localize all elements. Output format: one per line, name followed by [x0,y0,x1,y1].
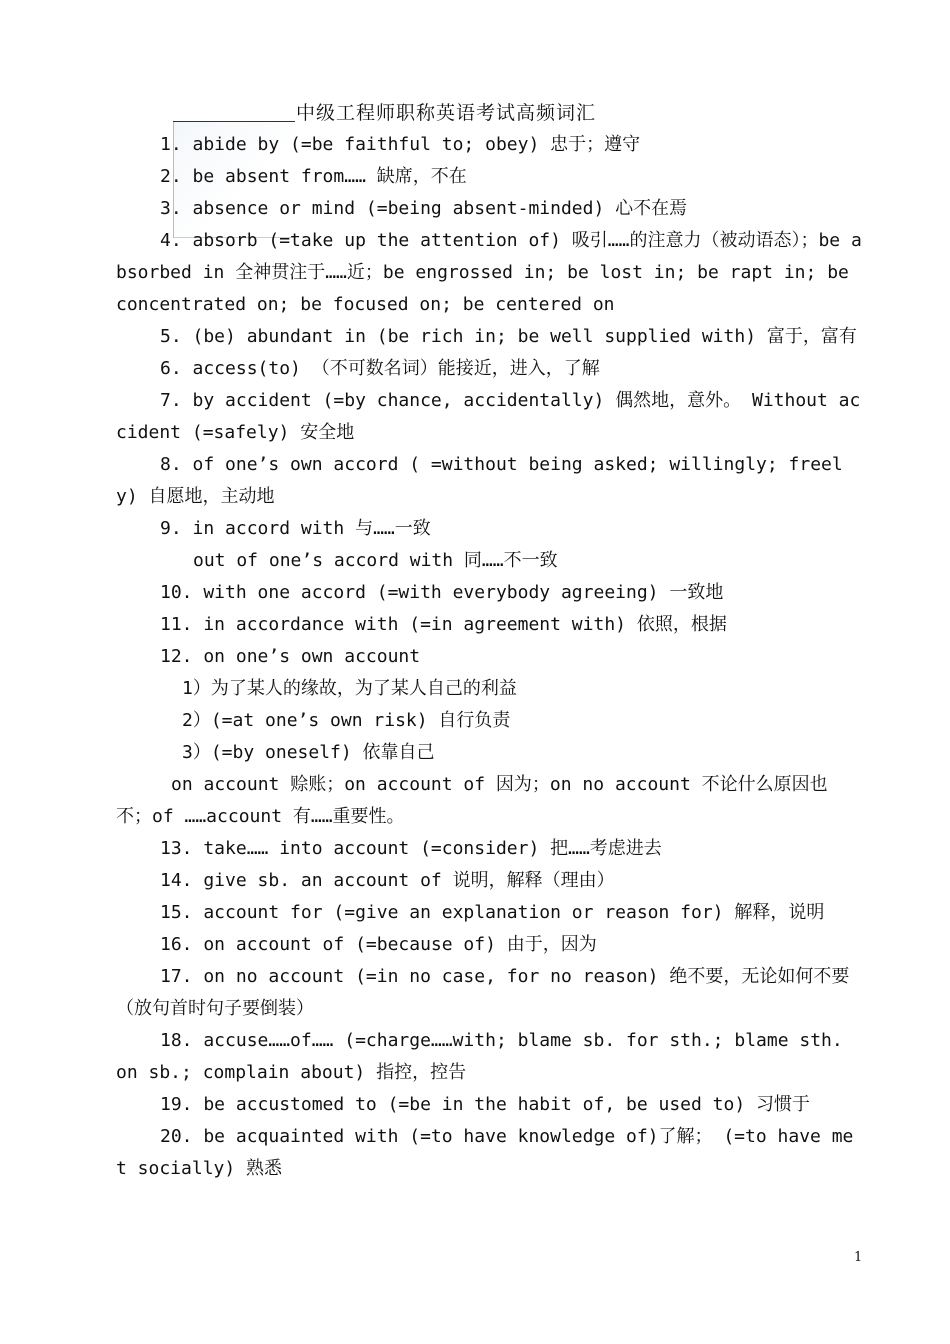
entry-2: 2. be absent from…… 缺席，不在 [160,166,467,187]
entry-18: 18. accuse……of…… (=charge……with; blame sb. for sth.; blame sth. on sb.; complain about) 指控，控告 [116,1030,843,1083]
entry-12-sub-2: 2）(=at one’s own risk) 自行负责 [182,710,511,731]
entry-20: 20. be acquainted with (=to have knowledge of)了解； (=to have met socially) 熟悉 [116,1126,854,1179]
entry-15: 15. account for (=give an explanation or reason for) 解释，说明 [160,902,825,923]
page-number: 1 [854,1250,863,1265]
entry-12: 12. on one’s own account [160,646,421,667]
entry-19: 19. be accustomed to (=be in the habit of, be used to) 习惯于 [160,1094,811,1115]
vocabulary-list [116,129,862,1185]
entry-11: 11. in accordance with (=in agreement with) 依照，根据 [160,614,727,635]
entry-7: 7. by accident (=by chance, accidentally) 偶然地，意外。 Without accident (=safely) 安全地 [116,390,861,443]
entry-10: 10. with one accord (=with everybody agreeing) 一致地 [160,582,724,603]
entry-1: 1. abide by (=be faithful to; obey) 忠于；遵守 [160,134,641,155]
entry-6: 6. access(to) （不可数名词）能接近，进入，了解 [160,358,600,379]
entry-12-sub-1: 1）为了某人的缘故，为了某人自己的利益 [182,678,517,699]
entry-8: 8. of one’s own accord ( =without being asked; willingly; freely) 自愿地，主动地 [116,454,843,507]
entry-12-sub-3: 3）(=by oneself) 依靠自己 [182,742,435,763]
entry-5: 5. (be) abundant in (be rich in; be well supplied with) 富于，富有 [160,326,857,347]
entry-16: 16. on account of (=because of) 由于，因为 [160,934,597,955]
entry-4: 4. absorb (=take up the attention of) 吸引……的注意力（被动语态）；be absorbed in 全神贯注于……近；be engrossed in; be lost in; be rapt in; be concentrated on; be focused on; be centered on [116,230,862,315]
entry-17: 17. on no account (=in no case, for no reason) 绝不要，无论如何不要（放句首时句子要倒装） [116,966,850,1019]
entry-12-note: on account 赊账；on account of 因为；on no account 不论什么原因也不；of ……account 有……重要性。 [116,774,828,827]
entry-3: 3. absence or mind (=being absent-minded) 心不在焉 [160,198,688,219]
document-title: 中级工程师职称英语考试高频词汇 [296,102,597,124]
title-underline [173,121,295,122]
entry-13: 13. take…… into account (=consider) 把……考虑进去 [160,838,662,859]
entry-9: 9. in accord with 与……一致 [160,518,431,539]
entry-14: 14. give sb. an account of 说明，解释（理由） [160,870,615,891]
entry-9-sub: out of one’s accord with 同……不一致 [193,550,558,571]
